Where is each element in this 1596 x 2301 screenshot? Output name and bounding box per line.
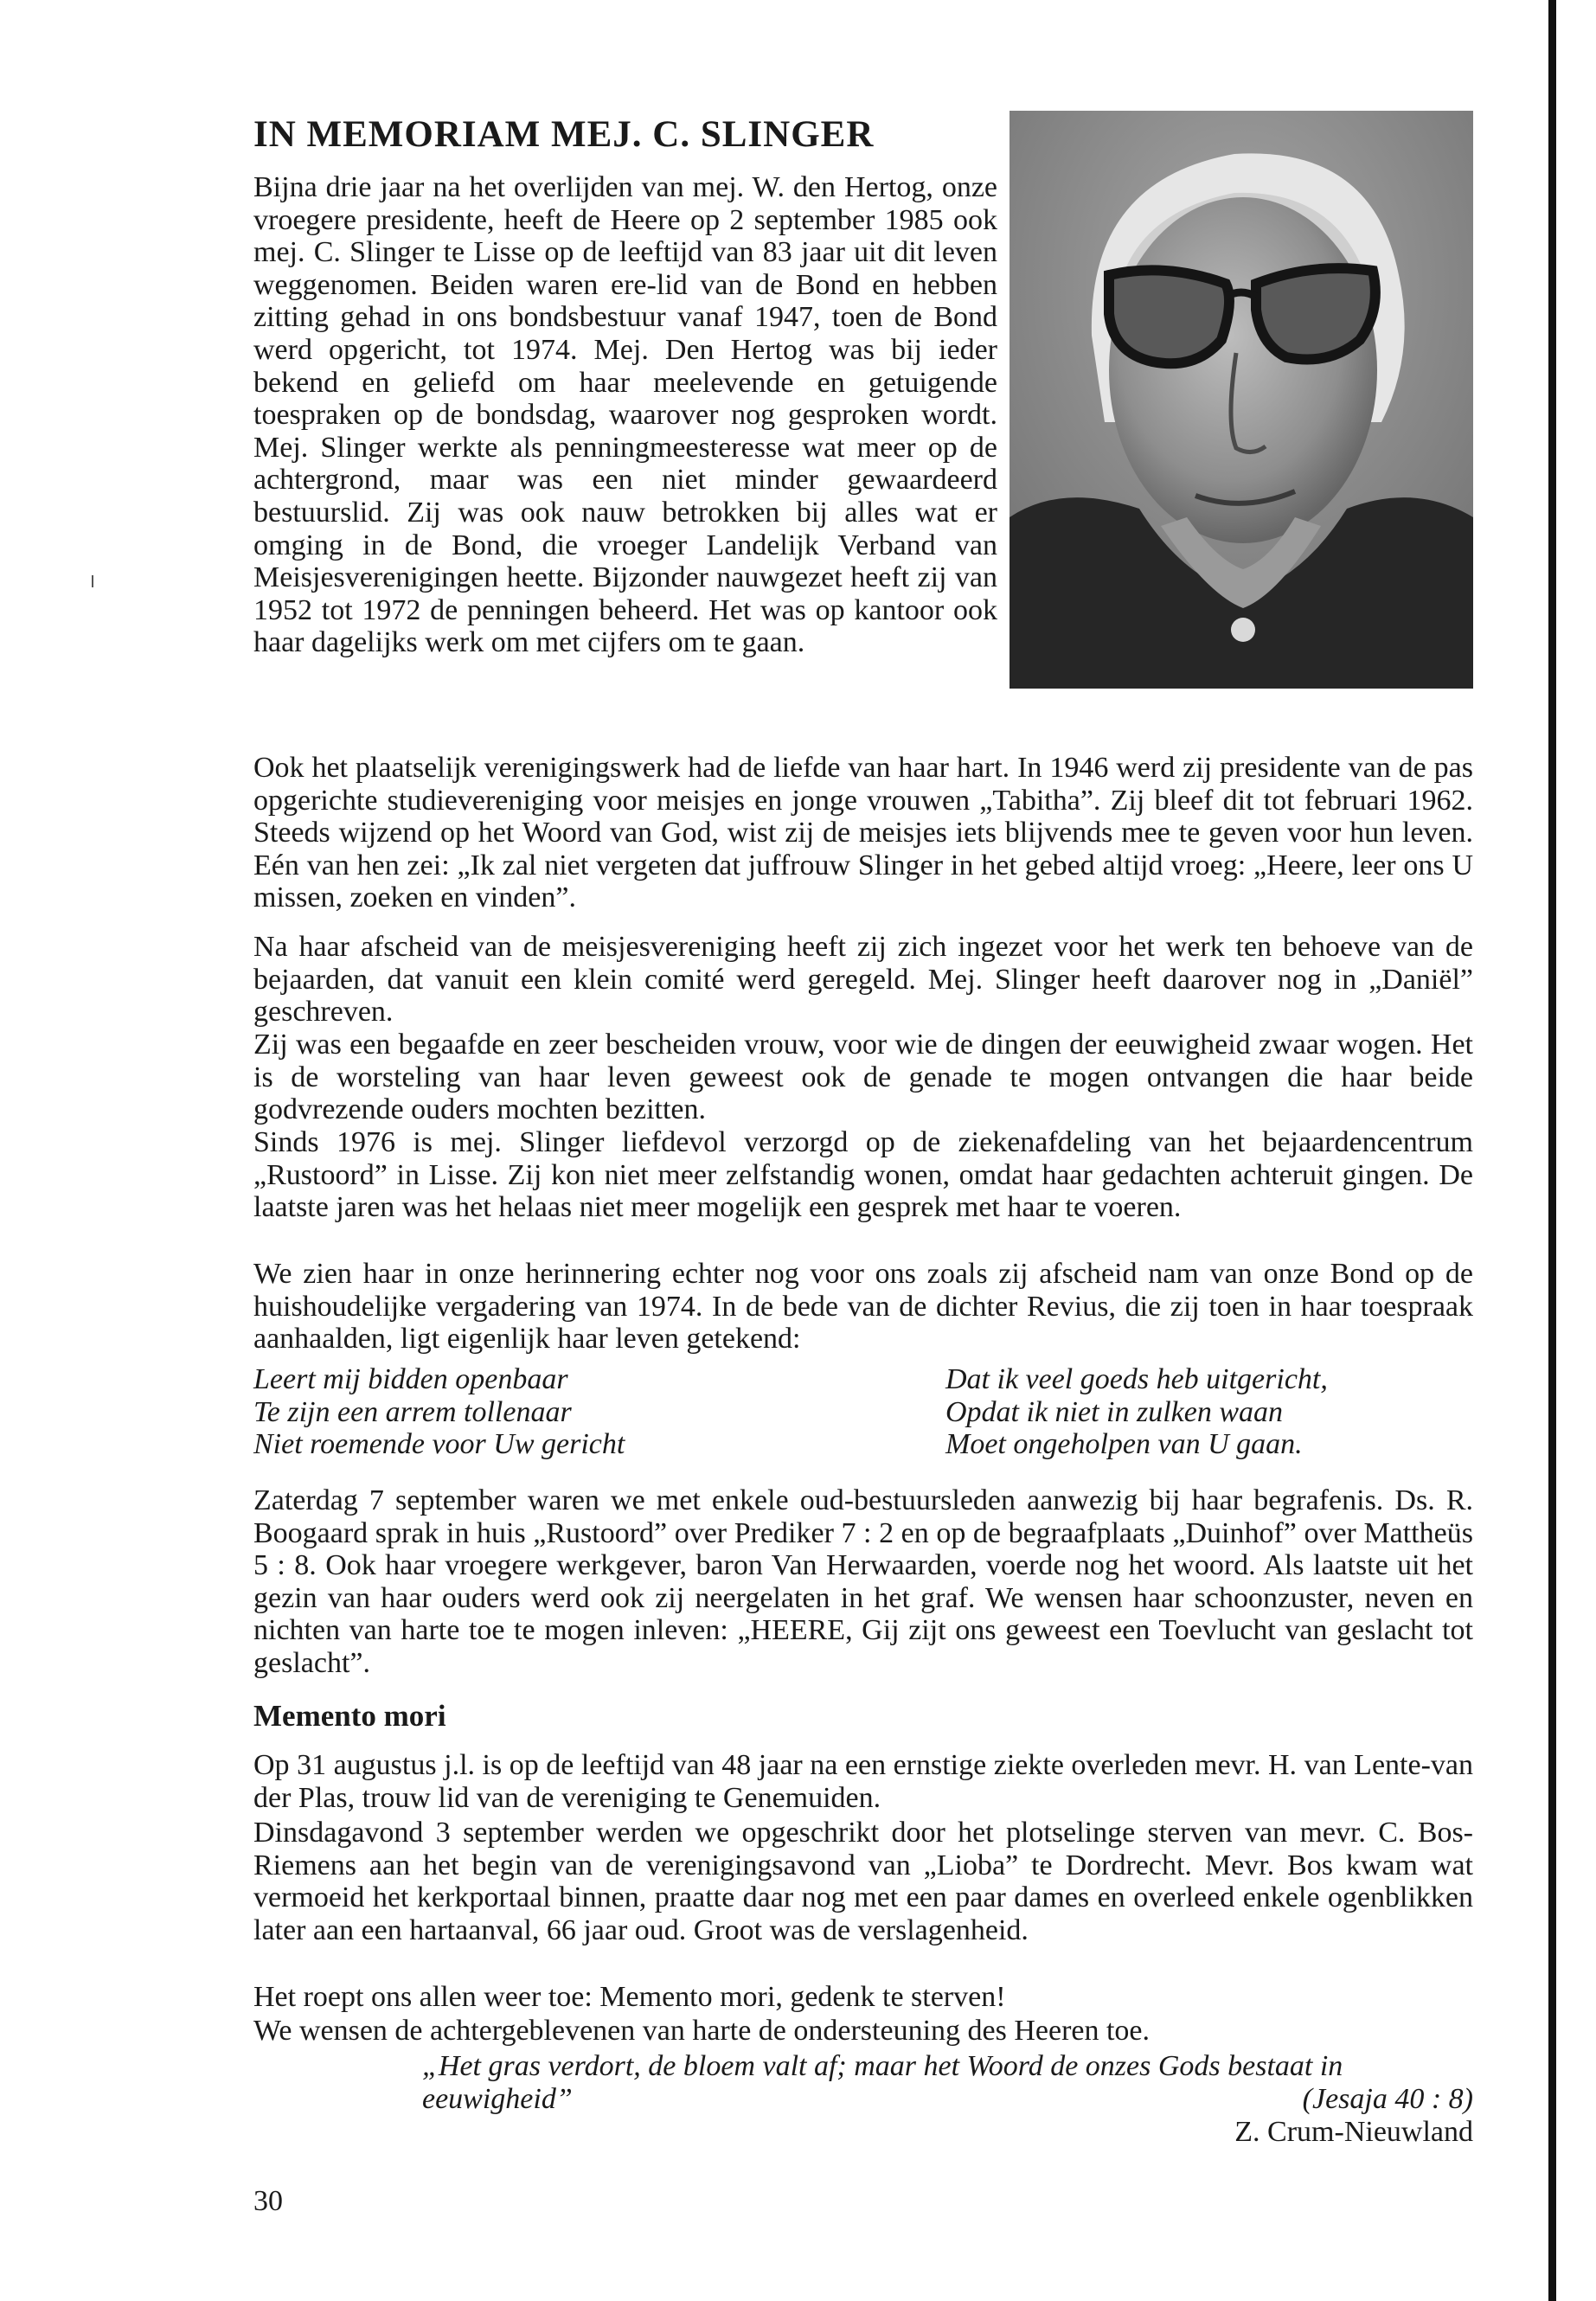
body-paragraph: Zij was een begaafde en zeer bescheiden vrouw, voor wie de dingen der eeuwigheid zwaar wogen. Het is de worsteling van haar leven geweest ook de genade te mogen ontvangen die haar beide godvrezende ouders mochten bezitten. [253,1029,1473,1126]
bible-quote [422,2050,1473,2115]
poem-line: Niet roemende voor Uw gericht [253,1428,625,1460]
body-paragraph: Na haar afscheid van de meisjesvereniging heeft zij zich ingezet voor het werk ten behoeve van de bejaarden, dat vanuit een klein comité werd geregeld. Mej. Slinger heeft daarover nog in „Daniël” geschreven. [253,931,1473,1029]
quote-reference: (Jesaja 40 : 8) [1302,2082,1473,2115]
memento-heading: Memento mori [253,1699,446,1733]
poem-right-column [945,1363,1473,1461]
poem-line: Dat ik veel goeds heb uitgericht, [945,1363,1328,1395]
margin-mark [92,575,93,587]
poem-line: Leert mij bidden openbaar [253,1363,568,1395]
poem-line: Opdat ik niet in zulken waan [945,1395,1284,1428]
memento-paragraph: Op 31 augustus j.l. is op de leeftijd van 48 jaar na een ernstige ziekte overleden mevr. H. van Lente-van der Plas, trouw lid van de vereniging te Genemuiden. [253,1749,1473,1814]
body-paragraph: We zien haar in onze herinnering echter nog voor ons zoals zij afscheid nam van onze Bond op de huishoudelijke vergadering van 1974. In de bede van de dichter Revius, die zij toen in haar toespraak aanhaalden, ligt eigenlijk haar leven getekend: [253,1258,1473,1356]
poem-line: Te zijn een arrem tollenaar [253,1395,572,1428]
poem-line: Moet ongeholpen van U gaan. [945,1428,1303,1460]
body-paragraph: Ook het plaatselijk verenigingswerk had de liefde van haar hart. In 1946 werd zij presidente van de pas opgerichte studievereniging voor meisjes en jonge vrouwen „Tabitha”. Zij bleef dit tot februari 1962. Steeds wijzend op het Woord van God, wist zij de meisjes iets blijvends mee te geven voor hun leven. Eén van hen zei: „Ik zal niet vergeten dat juffrouw Slinger in het gebed altijd vroeg: „Heere, leer ons U missen, zoeken en vinden”. [253,752,1473,914]
poem-left-column [253,1363,876,1461]
author-signature: Z. Crum-Nieuwland [1234,2116,1473,2148]
memento-paragraph: Dinsdagavond 3 september werden we opgeschrikt door het plotselinge sterven van mevr. C. Bos-Riemens aan het begin van de verenigingsavond van „Lioba” te Dordrecht. Mevr. Bos kwam wat vermoeid het kerkportaal binnen, praatte daar nog met een paar dames en overleed enkele ogenblikken later aan een hartaanval, 66 jaar oud. Groot was de verslagenheid. [253,1817,1473,1946]
closing-paragraph: Zaterdag 7 september waren we met enkele oud-bestuursleden aanwezig bij haar begrafenis. Ds. R. Boogaard sprak in huis „Rustoord” over Prediker 7 : 2 en op de begraafplaats „Duinhof” over Mattheüs 5 : 8. Ook haar vroegere werkgever, baron Van Herwaarden, voerde nog het woord. Als laatste uit het gezin van haar ouders werd ook zij neergelaten in het graf. We wensen haar schoonzuster, neven en nichten van harte toe te mogen inleven: „HEERE, Gij zijt ons geweest een Toevlucht van geslacht tot geslacht”. [253,1484,1473,1679]
portrait-photo [1010,111,1473,689]
page-number: 30 [253,2185,283,2217]
quote-text: „Het gras verdort, de bloem valt af; maar het Woord de onzes Gods bestaat in eeuwigheid” [422,2050,1343,2115]
memento-paragraph: We wensen de achtergeblevenen van harte de ondersteuning des Heeren toe. [253,2015,1151,2047]
page-edge-rule [1548,0,1556,2301]
memento-paragraph: Het roept ons allen weer toe: Memento mori, gedenk te sterven! [253,1981,1006,2013]
intro-paragraph: Bijna drie jaar na het overlijden van mej. W. den Hertog, onze vroegere presidente, heeft de Heere op 2 september 1985 ook mej. C. Slinger te Lisse op de leeftijd van 83 jaar uit dit leven weggenomen. Beiden waren ere-lid van de Bond en hebben zitting gehad in ons bondsbestuur vanaf 1947, toen de Bond werd opgericht, tot 1974. Mej. Den Hertog was bij ieder bekend en geliefd om haar meelevende en getuigende toespraken op de bondsdag, waarover nog gesproken wordt. Mej. Slinger werkte als penningmeesteresse wat meer op de achtergrond, maar was een niet minder gewaardeerd bestuurslid. Zij was ook nauw betrokken bij alles wat er omging in de Bond, die vroeger Landelijk Verband van Meisjesverenigingen heette. Bijzonder nauwgezet heeft zij van 1952 tot 1972 de penningen beheerd. Het was op kantoor ook haar dagelijks werk om met cijfers om te gaan. [253,171,997,659]
body-paragraph: Sinds 1976 is mej. Slinger liefdevol verzorgd op de ziekenafdeling van het bejaardencentrum „Rustoord” in Lisse. Zij kon niet meer zelfstandig wonen, omdat haar gedachten achteruit gingen. De laatste jaren was het helaas niet meer mogelijk een gesprek met haar te voeren. [253,1126,1473,1224]
article-title: IN MEMORIAM MEJ. C. SLINGER [253,114,875,155]
